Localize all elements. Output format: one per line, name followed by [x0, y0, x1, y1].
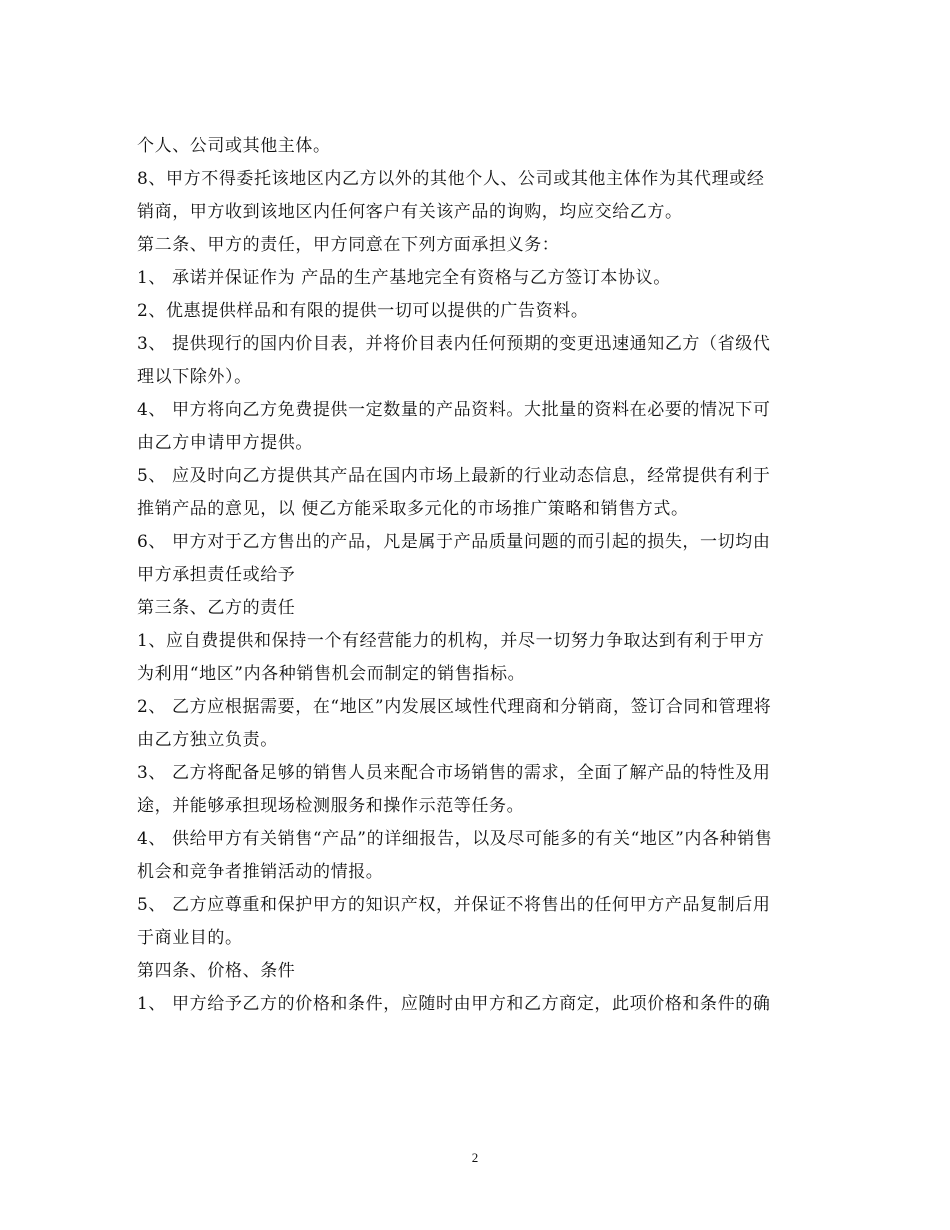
text-line: 理以下除外）。: [137, 367, 252, 387]
text-line: 销商，甲方收到该地区内任何客户有关该产品的询购，均应交给乙方。: [137, 202, 683, 222]
text-line: 4、 供给甲方有关销售“产品”的详细报告，以及尽可能多的有关“地区”内各种销售: [137, 829, 773, 849]
text-line: 由乙方独立负责。: [137, 730, 278, 750]
section-heading: 第三条、乙方的责任: [137, 598, 296, 618]
text-line: 于商业目的。: [137, 928, 243, 948]
text-line: 由乙方申请甲方提供。: [137, 433, 313, 453]
text-line: 2、优惠提供样品和有限的提供一切可以提供的广告资料。: [137, 301, 589, 321]
section-heading: 第二条、甲方的责任，甲方同意在下列方面承担义务：: [137, 235, 560, 255]
text-line: 个人、公司或其他主体。: [137, 136, 331, 156]
document-body: [137, 130, 817, 1021]
text-line: 为利用“地区”内各种销售机会而制定的销售指标。: [137, 664, 526, 684]
text-line: 1、应自费提供和保持一个有经营能力的机构，并尽一切努力争取达到有利于甲方: [137, 631, 765, 651]
text-line: 2、 乙方应根据需要，在“地区”内发展区域性代理商和分销商，签订合同和管理将: [137, 697, 772, 717]
text-line: 3、 提供现行的国内价目表，并将价目表内任何预期的变更迅速通知乙方（省级代: [137, 334, 771, 354]
text-line: 甲方承担责任或给予: [137, 565, 296, 585]
text-line: 6、 甲方对于乙方售出的产品，凡是属于产品质量问题的而引起的损失，一切均由: [137, 532, 771, 552]
text-line: 1、 承诺并保证作为 产品的生产基地完全有资格与乙方签订本协议。: [137, 268, 671, 288]
text-line: 8、甲方不得委托该地区内乙方以外的其他个人、公司或其他主体作为其代理或经: [137, 169, 765, 189]
text-line: 机会和竞争者推销活动的情报。: [137, 862, 384, 882]
text-line: 途，并能够承担现场检测服务和操作示范等任务。: [137, 796, 525, 816]
text-line: 3、 乙方将配备足够的销售人员来配合市场销售的需求，全面了解产品的特性及用: [137, 763, 771, 783]
text-line: 5、 乙方应尊重和保护甲方的知识产权，并保证不将售出的任何甲方产品复制后用: [137, 895, 771, 915]
text-line: 1、 甲方给予乙方的价格和条件，应随时由甲方和乙方商定，此项价格和条件的确: [137, 994, 771, 1014]
page-number: 2: [471, 1150, 479, 1165]
text-line: 5、 应及时向乙方提供其产品在国内市场上最新的行业动态信息，经常提供有利于: [137, 466, 771, 486]
text-line: 4、 甲方将向乙方免费提供一定数量的产品资料。大批量的资料在必要的情况下可: [137, 400, 771, 420]
text-line: 推销产品的意见，以 便乙方能采取多元化的市场推广策略和销售方式。: [137, 499, 689, 519]
section-heading: 第四条、价格、条件: [137, 961, 296, 981]
